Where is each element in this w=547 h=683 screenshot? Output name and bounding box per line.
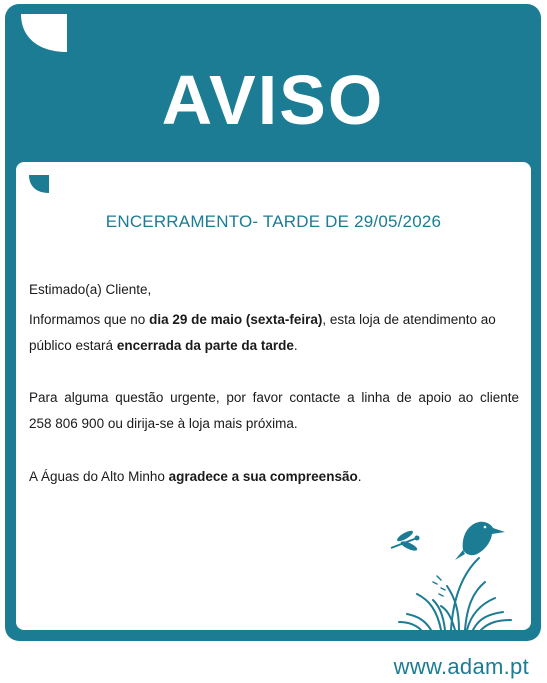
- paragraph-closure-part1: Informamos que no: [29, 312, 150, 327]
- paragraph-closure: [29, 307, 519, 359]
- paragraph-contact: [29, 385, 519, 437]
- paragraph-thanks: [29, 464, 519, 490]
- kingfisher-icon: [455, 522, 505, 560]
- notice-frame: [5, 4, 541, 641]
- card-heading: ENCERRAMENTO- TARDE DE 29/05/2026: [105, 212, 442, 231]
- notice-title: AVISO: [161, 61, 385, 139]
- paragraph-closure-part3: .: [293, 338, 298, 353]
- closure-date: dia 29 de maio (sexta-feira): [149, 312, 323, 327]
- greeting: Estimado(a) Cliente,: [29, 282, 152, 297]
- contact-line-1: Para alguma questão urgente, por favor contacte a linha de apoio ao cliente: [29, 390, 519, 405]
- grass-icon: [399, 558, 511, 630]
- closure-period: encerrada da parte da tarde: [116, 338, 294, 353]
- nature-illustration: [381, 510, 531, 630]
- dragonfly-icon: [391, 529, 420, 553]
- website-url[interactable]: www.adam.pt: [393, 654, 529, 679]
- contact-line-2: 258 806 900 ou dirija-se à loja mais próxima.: [29, 416, 298, 431]
- leaf-logo-icon: [28, 174, 50, 194]
- paragraph-closure-part2: , esta loja de atendimento ao público estará: [29, 312, 496, 353]
- paragraph-thanks-part1: A Águas do Alto Minho: [29, 469, 169, 484]
- thanks-bold: agradece a sua compreensão: [168, 469, 358, 484]
- notice-card: [16, 162, 531, 630]
- paragraph-thanks-part2: .: [357, 469, 362, 484]
- leaf-logo-icon: [19, 12, 69, 54]
